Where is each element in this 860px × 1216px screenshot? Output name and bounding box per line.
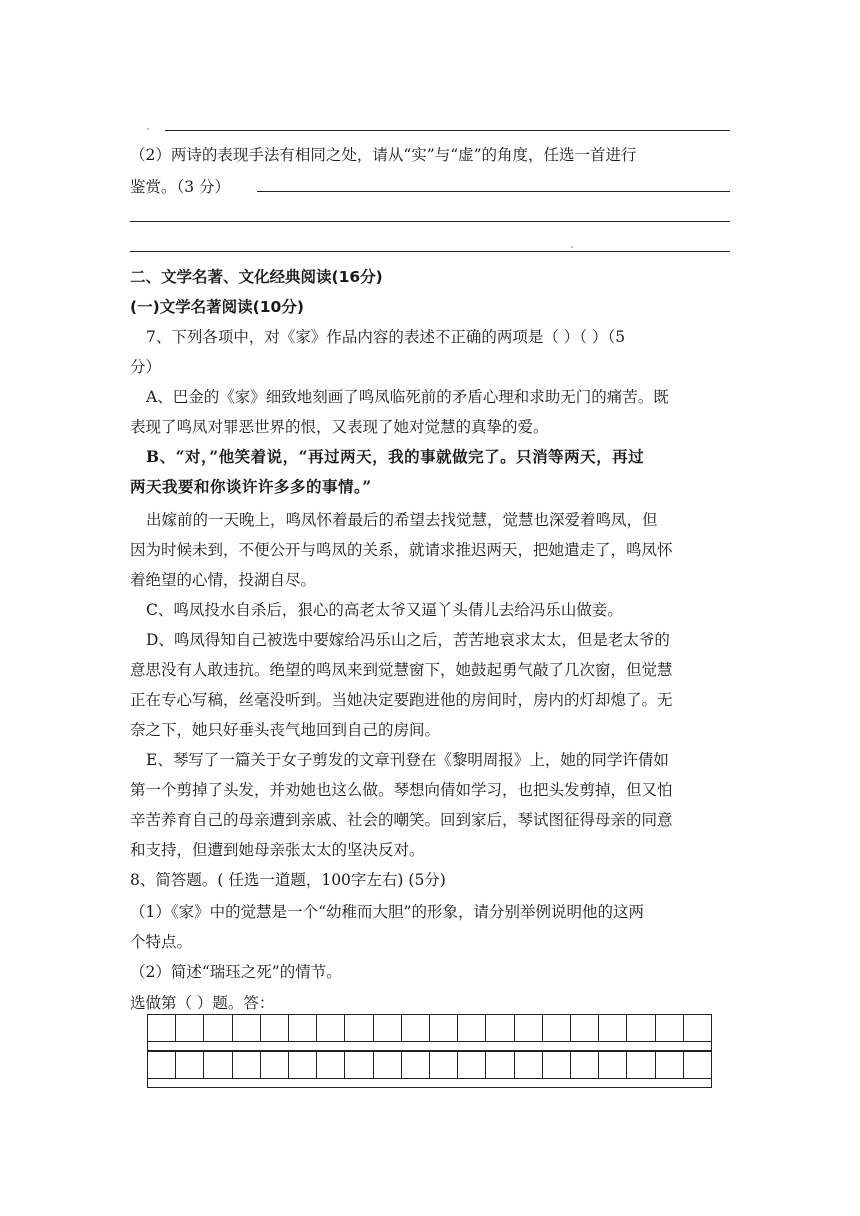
grid-cell[interactable] — [345, 1052, 373, 1078]
grid-cell[interactable] — [430, 1052, 458, 1078]
grid-cell[interactable] — [458, 1052, 486, 1078]
q8-stem: 8、简答题。( 任选一道题，100字左右) (5分) — [130, 871, 446, 889]
grid-cell[interactable] — [543, 1052, 571, 1078]
grid-cell[interactable] — [289, 1052, 317, 1078]
grid-cell[interactable] — [515, 1052, 543, 1078]
grid-cell[interactable] — [599, 1052, 627, 1078]
grid-cell[interactable] — [176, 1052, 204, 1078]
grid-cell[interactable] — [599, 1015, 627, 1041]
grid-cell[interactable] — [458, 1015, 486, 1041]
q6-part2-line2: 鉴赏。（3 分） — [130, 178, 231, 196]
grid-row[interactable] — [147, 1014, 712, 1042]
q7-option-b-quote-line1: B、“对，”他笑着说，“再过两天，我的事就做完了。只消等两天，再过 — [146, 447, 645, 466]
q7-option-d-line3: 正在专心写稿，丝毫没听到。当她决定要跑进他的房间时，房内的灯却熄了。无 — [130, 691, 673, 709]
q7-option-a-line1: A、巴金的《家》细致地刻画了鸣凤临死前的矛盾心理和求助无门的痛苦。既 — [146, 388, 669, 406]
speck — [147, 128, 149, 130]
grid-cell[interactable] — [204, 1052, 232, 1078]
q8-answer-prompt: 选做第（ ）题。答： — [130, 994, 275, 1012]
q7-option-d-line4: 奈之下，她只好垂头丧气地回到自己的房间。 — [130, 721, 441, 739]
q8-option1-line1: （1）《家》中的觉慧是一个“幼稚而大胆”的形象，请分别举例说明他的这两 — [130, 903, 644, 921]
grid-cell[interactable] — [374, 1015, 402, 1041]
q7-option-e-line3: 辛苦养育自己的母亲遭到亲戚、社会的嘲笑。回到家后，琴试图征得母亲的同意 — [130, 811, 673, 829]
q6-part2-line1: （2）两诗的表现手法有相同之处，请从“实”与“虚”的角度，任选一首进行 — [130, 146, 637, 164]
grid-cell[interactable] — [261, 1015, 289, 1041]
grid-cell[interactable] — [486, 1052, 514, 1078]
grid-spacer — [147, 1042, 712, 1051]
grid-cell[interactable] — [148, 1015, 176, 1041]
q8-option1-line2: 个特点。 — [130, 933, 193, 951]
answer-grid[interactable] — [147, 1014, 712, 1088]
grid-cell[interactable] — [543, 1015, 571, 1041]
grid-cell[interactable] — [204, 1015, 232, 1041]
grid-cell[interactable] — [684, 1015, 711, 1041]
answer-line[interactable] — [130, 251, 730, 252]
q7-option-c-line1: C、鸣凤投水自杀后，狠心的高老太爷又逼丫头倩儿去给冯乐山做妾。 — [146, 601, 623, 619]
q7-option-e-line2: 第一个剪掉了头发，并劝她也这么做。琴想向倩如学习，也把头发剪掉，但又怕 — [130, 781, 673, 799]
grid-cell[interactable] — [627, 1052, 655, 1078]
grid-cell[interactable] — [430, 1015, 458, 1041]
grid-cell[interactable] — [402, 1015, 430, 1041]
q7-option-e-line4: 和支持，但遭到她母亲张太太的坚决反对。 — [130, 841, 425, 859]
grid-row[interactable] — [147, 1051, 712, 1079]
grid-cell[interactable] — [571, 1052, 599, 1078]
grid-cell[interactable] — [627, 1015, 655, 1041]
grid-cell[interactable] — [374, 1052, 402, 1078]
q7-option-d-line2: 意思没有人敢违抗。绝望的鸣凤来到觉慧窗下，她鼓起勇气敲了几次窗，但觉慧 — [130, 661, 673, 679]
speck — [571, 246, 573, 248]
q7-option-e-line1: E、琴写了一篇关于女子剪发的文章刊登在《黎明周报》上，她的同学许倩如 — [146, 751, 669, 769]
grid-cell[interactable] — [402, 1052, 430, 1078]
grid-cell[interactable] — [486, 1015, 514, 1041]
q7-stem-line2: 分） — [130, 358, 162, 376]
q7-stem-line1: 7、下列各项中，对《家》作品内容的表述不正确的两项是（ ）（ ）（5 — [146, 328, 626, 346]
grid-cell[interactable] — [571, 1015, 599, 1041]
grid-cell[interactable] — [317, 1015, 345, 1041]
grid-cell[interactable] — [345, 1015, 373, 1041]
grid-cell[interactable] — [289, 1015, 317, 1041]
q7-option-d-line1: D、鸣凤得知自己被选中要嫁给冯乐山之后，苦苦地哀求太太，但是老太爷的 — [146, 631, 670, 649]
answer-line[interactable] — [130, 221, 730, 222]
q7-option-b-quote-line2: 两天我要和你谈许许多多的事情。” — [130, 477, 372, 496]
grid-cell[interactable] — [148, 1052, 176, 1078]
q8-option2: （2）简述“瑞珏之死”的情节。 — [130, 963, 342, 981]
subsection-title: (一)文学名著阅读(10分) — [130, 298, 304, 316]
grid-cell[interactable] — [684, 1052, 711, 1078]
answer-line[interactable] — [257, 191, 730, 192]
q7-option-b-text-line3: 着绝望的心情，投湖自尽。 — [130, 571, 317, 589]
q7-option-a-line2: 表现了鸣凤对罪恶世界的恨，又表现了她对觉慧的真挚的爱。 — [130, 418, 549, 436]
grid-cell[interactable] — [176, 1015, 204, 1041]
grid-cell[interactable] — [515, 1015, 543, 1041]
q7-option-b-text-line1: 出嫁前的一天晚上，鸣凤怀着最后的希望去找觉慧，觉慧也深爱着鸣凤，但 — [146, 511, 658, 529]
grid-cell[interactable] — [233, 1052, 261, 1078]
grid-spacer — [147, 1079, 712, 1088]
section-title: 二、文学名著、文化经典阅读(16分) — [130, 268, 383, 286]
answer-line[interactable] — [165, 130, 730, 131]
grid-cell[interactable] — [261, 1052, 289, 1078]
grid-cell[interactable] — [317, 1052, 345, 1078]
q7-option-b-text-line2: 因为时候未到，不便公开与鸣凤的关系，就请求推迟两天，把她遣走了，鸣凤怀 — [130, 541, 673, 559]
grid-cell[interactable] — [656, 1015, 684, 1041]
grid-cell[interactable] — [233, 1015, 261, 1041]
grid-cell[interactable] — [656, 1052, 684, 1078]
